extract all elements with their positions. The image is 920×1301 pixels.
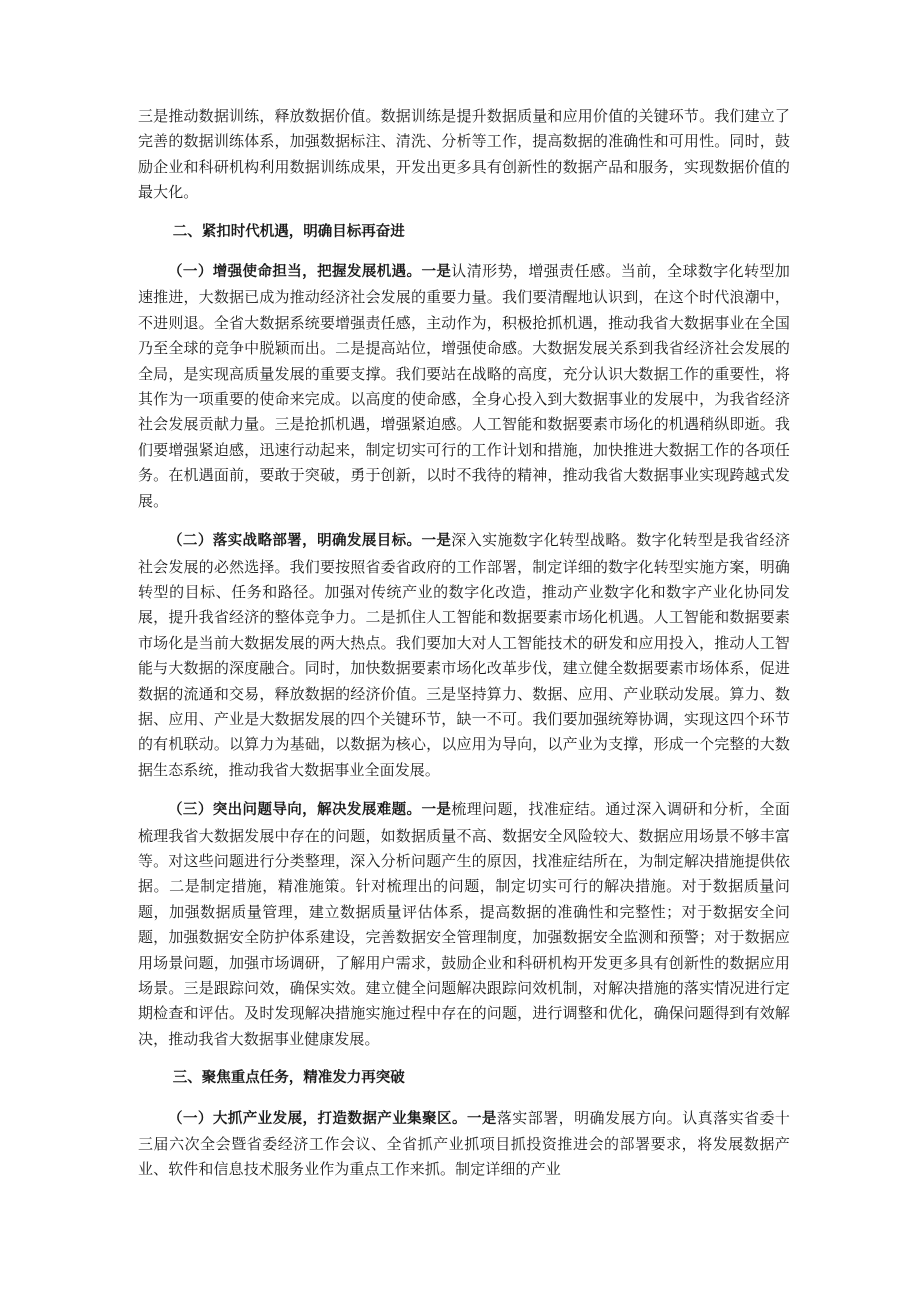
paragraph-body: 认清形势，增强责任感。当前，全球数字化转型加速推进，大数据已成为推动经济社会发展的重要力量。我们要清醒地认识到，在这个时代浪潮中，不进则退。全省大数据系统要增强责任感，主动作为，积极抢抓机遇，推动我省大数据事业在全国乃至全球的竞争中脱颖而出。二是提高站位，增强使命感。大数据发展关系到我省经济社会发展的全局，是实现高质量发展的重要支撑。我们要站在战略的高度，充分认识大数据工作的重要性，将其作为一项重要的使命来完成。以高度的使命感，全身心投入到大数据事业的发展中，为我省经济社会发展贡献力量。三是抢抓机遇，增强紧迫感。人工智能和数据要素市场化的机遇稍纵即逝。我们要增强紧迫感，迅速行动起来，制定切实可行的工作计划和措施，加快推进大数据工作的各项任务。在机遇面前，要敢于突破，勇于创新，以时不我待的精神，推动我省大数据事业实现跨越式发展。 bbox=[138, 262, 791, 510]
paragraph-lead: （一）增强使命担当，把握发展机遇。 bbox=[168, 264, 422, 281]
paragraph-body: 深入实施数字化转型战略。数字化转型是我省经济社会发展的必然选择。我们要按照省委省政府的工作部署，制定详细的数字化转型实施方案，明确转型的目标、任务和路径。加强对传统产业的数字化改造，推动产业数字化和数字产业化协同发展，提升我省经济的整体竞争力。二是抓住人工智能和数据要素市场化机遇。人工智能和数据要素市场化是当前大数据发展的两大热点。我们要加大对人工智能技术的研发和应用投入，推动人工智能与大数据的深度融合。同时，加快数据要素市场化改革步伐，建立健全数据要素市场体系，促进数据的流通和交易，释放数据的经济价值。三是坚持算力、数据、应用、产业联动发展。算力、数据、应用、产业是大数据发展的四个关键环节，缺一不可。我们要加强统筹协调，实现这四个环节的有机联动。以算力为基础，以数据为核心，以应用为导向，以产业为支撑，形成一个完整的大数据生态系统，推动我省大数据事业全面发展。 bbox=[138, 531, 791, 779]
paragraph-prefix: 一是 bbox=[466, 1110, 497, 1127]
paragraph-lead: （三）突出问题导向，解决发展难题。 bbox=[168, 802, 422, 819]
paragraph-body: 梳理问题，找准症结。通过深入调研和分析，全面梳理我省大数据发展中存在的问题，如数据质量不高、数据安全风险较大、数据应用场景不够丰富等。对这些问题进行分类整理，深入分析问题产生的原因，找准症结所在，为制定解决措施提供依据。二是制定措施，精准施策。针对梳理出的问题，制定切实可行的解决措施。对于数据质量问题，加强数据质量管理，建立数据质量评估体系，提高数据的准确性和完整性；对于数据安全问题，加强数据安全防护体系建设，完善数据安全管理制度，加强数据安全监测和预警；对于数据应用场景问题，加强市场调研，了解用户需求，鼓励企业和科研机构开发更多具有创新性的数据应用场景。三是跟踪问效，确保实效。建立健全问题解决跟踪问效机制，对解决措施的落实情况进行定期检查和评估。及时发现解决措施实施过程中存在的问题，进行调整和优化，确保问题得到有效解决，推动我省大数据事业健康发展。 bbox=[138, 800, 791, 1048]
paragraph-lead: （一）大抓产业发展，打造数据产业集聚区。 bbox=[168, 1110, 467, 1127]
paragraph-prefix: 一是 bbox=[421, 264, 452, 281]
paragraph-data-training: 三是推动数据训练，释放数据价值。数据训练是提升数据质量和应用价值的关键环节。我们建立了完善的数据训练体系，加强数据标注、清洗、分析等工作，提高数据的准确性和可用性。同时，鼓励企业和科研机构利用数据训练成果，开发出更多具有创新性的数据产品和服务，实现数据价值的最大化。 bbox=[138, 107, 790, 202]
paragraph-lead: （二）落实战略部署，明确发展目标。 bbox=[168, 533, 422, 550]
paragraph-body: 落实部署，明确发展方向。认真落实省委十三届六次全会暨省委经济工作会议、全省抓产业抓项目抓投资推进会的部署要求，将发展数据产业、软件和信息技术服务业作为重点工作来抓。制定详细的产业 bbox=[138, 1108, 791, 1179]
paragraph-prefix: 一是 bbox=[421, 533, 452, 550]
section-heading-3: 三、聚焦重点任务，精准发力再突破 bbox=[172, 1070, 405, 1087]
paragraph-strategy bbox=[138, 528, 790, 783]
paragraph-prefix: 一是 bbox=[421, 802, 452, 819]
document-page bbox=[138, 104, 790, 1183]
paragraph-industry bbox=[138, 1106, 790, 1183]
paragraph-mission bbox=[138, 259, 790, 514]
paragraph-problems bbox=[138, 797, 790, 1052]
section-heading-2: 二、紧扣时代机遇，明确目标再奋进 bbox=[172, 223, 405, 240]
